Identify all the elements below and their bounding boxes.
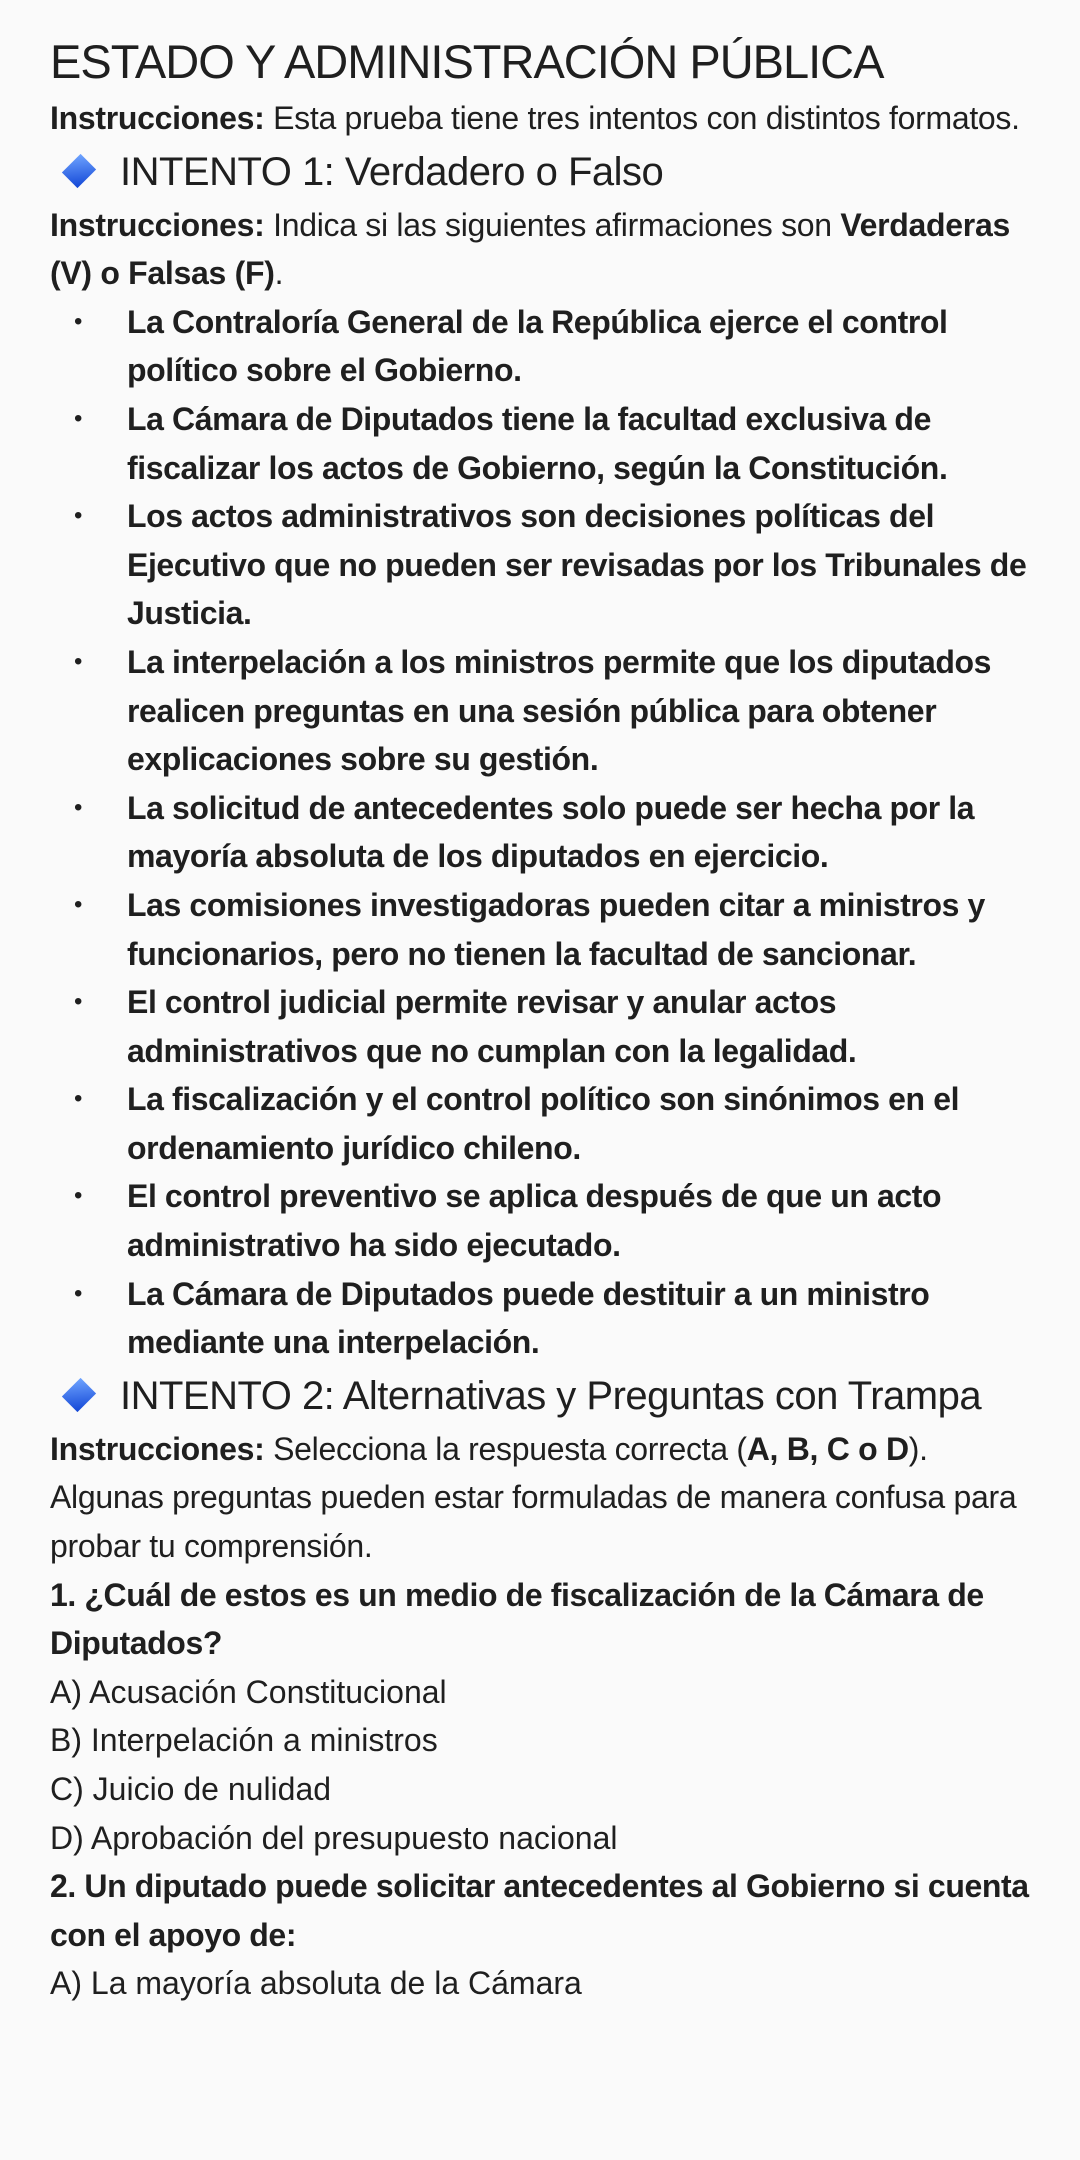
heading-text: INTENTO 2: Alternativas y Preguntas con Trampa (120, 1373, 982, 1418)
statement-list (50, 298, 1040, 1367)
intento-2-instructions (50, 1425, 1040, 1571)
blue-diamond-icon (62, 154, 96, 188)
heading-text: INTENTO 1: Verdadero o Falso (120, 149, 664, 194)
instructions-bold: Verdaderas (V) o Falsas (F) (50, 206, 1010, 292)
statement-text: La Cámara de Diputados tiene la facultad exclusiva de fiscalizar los actos de Gobierno, según la Constitución. (127, 400, 948, 486)
bullet-icon: • (74, 988, 83, 1016)
option-c: C) Juicio de nulidad (50, 1771, 332, 1807)
option-b: B) Interpelación a ministros (50, 1722, 438, 1759)
list-item (50, 881, 1040, 978)
statement-text: La Contraloría General de la República ejerce el control político sobre el Gobierno. (127, 303, 948, 389)
instructions-end: . (274, 255, 284, 292)
statement-text: Los actos administrativos son decisiones políticas del Ejecutivo que no pueden ser revisadas por los Tribunales de Justicia. (127, 498, 1027, 632)
list-item (50, 1270, 1040, 1367)
bullet-icon: • (74, 647, 83, 675)
list-item (50, 1075, 1040, 1172)
question-1: 1. ¿Cuál de estos es un medio de fiscalización de la Cámara de Diputados? (50, 1576, 984, 1662)
instructions-text: Indica si las siguientes afirmaciones son (264, 206, 841, 243)
bullet-icon: • (74, 404, 83, 432)
statement-text: La solicitud de antecedentes solo puede ser hecha por la mayoría absoluta de los diputados en ejercicio. (127, 789, 975, 875)
bullet-icon: • (74, 307, 83, 335)
statement-text: Las comisiones investigadoras pueden citar a ministros y funcionarios, pero no tienen la facultad de sancionar. (127, 886, 985, 972)
bullet-icon: • (74, 1279, 83, 1307)
bullet-icon: • (74, 1182, 83, 1210)
list-item (50, 784, 1040, 881)
list-item (50, 395, 1040, 492)
list-item (50, 298, 1040, 395)
bullet-icon: • (74, 1085, 83, 1113)
instructions-label: Instrucciones: (50, 100, 265, 136)
list-item (50, 638, 1040, 784)
page-title: ESTADO Y ADMINISTRACIÓN PÚBLICA (50, 35, 884, 88)
section-heading-intento-1 (50, 143, 1040, 201)
instructions-end: ). Algunas preguntas pueden estar formuladas de manera confusa para probar tu comprensión. (50, 1430, 1017, 1565)
instructions-label: Instrucciones: (50, 1430, 265, 1467)
list-item (50, 978, 1040, 1075)
question-2: 2. Un diputado puede solicitar antecedentes al Gobierno si cuenta con el apoyo de: (50, 1868, 1029, 1953)
bullet-icon: • (74, 890, 83, 918)
intro-instructions (50, 94, 1040, 143)
statement-text: La Cámara de Diputados puede destituir a un ministro mediante una interpelación. (127, 1275, 930, 1361)
bullet-icon: • (74, 502, 83, 530)
option-d: D) Aprobación del presupuesto nacional (50, 1819, 618, 1856)
instructions-label: Instrucciones: (50, 206, 265, 243)
instructions-text: Selecciona la respuesta correcta ( (264, 1430, 747, 1467)
statement-text: La interpelación a los ministros permite que los diputados realicen preguntas en una sesión pública para obtener explicaciones sobre su gestión. (127, 643, 992, 778)
statement-text: El control judicial permite revisar y anular actos administrativos que no cumplan con la legalidad. (127, 984, 857, 1069)
instructions-bold: A, B, C o D (746, 1430, 909, 1467)
blue-diamond-icon (62, 1378, 96, 1412)
option-a: A) Acusación Constitucional (50, 1673, 447, 1710)
section-heading-intento-2 (50, 1367, 1040, 1425)
statement-text: El control preventivo se aplica después de que un acto administrativo ha sido ejecutado. (127, 1178, 942, 1264)
list-item (50, 492, 1040, 638)
instructions-text: Esta prueba tiene tres intentos con distintos formatos. (264, 100, 1020, 136)
option-a: A) La mayoría absoluta de la Cámara (50, 1965, 582, 2002)
list-item (50, 1172, 1040, 1269)
intento-1-instructions (50, 201, 1040, 298)
bullet-icon: • (74, 793, 83, 821)
statement-text: La fiscalización y el control político son sinónimos en el ordenamiento jurídico chileno. (127, 1081, 960, 1166)
